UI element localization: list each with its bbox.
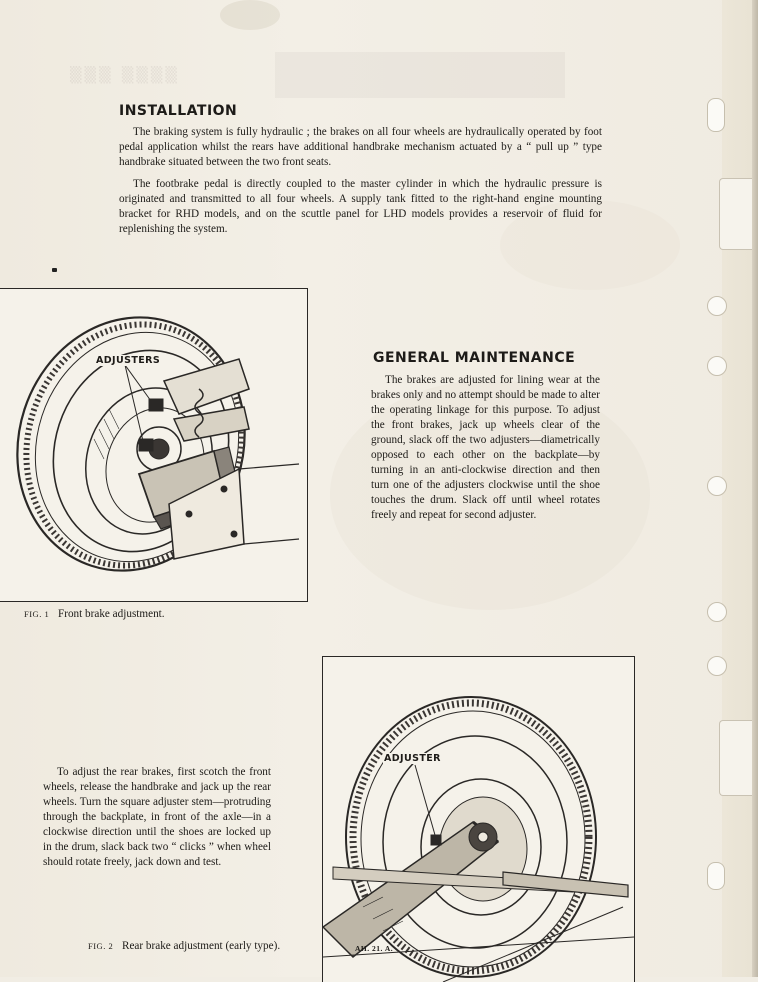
- figure-2-reference-number: AH. 21. A.: [355, 944, 394, 953]
- binder-hole: [707, 476, 727, 496]
- figure-2-number: FIG. 2: [88, 941, 114, 951]
- binder-edge-shadow: [752, 0, 758, 977]
- binder-hole: [707, 98, 725, 132]
- figure-2-callout-label: ADJUSTER: [384, 753, 441, 764]
- binder-hole: [707, 296, 727, 316]
- rear-brake-paragraph: To adjust the rear brakes, first scotch the front wheels, release the handbrake and jack up the rear wheels. Turn the square adjuster stem—protruding through the backplate, in front of the axle—in a clockwise direction until the shoes are locked up in the drum, slack back two “ clicks ” when wheel should rotate freely, jack down and test.: [43, 766, 271, 868]
- installation-paragraph-1: The braking system is fully hydraulic ; the brakes on all four wheels are hydraulically operated by foot pedal application whilst the rears have additional handbrake mechanism actuated by a “ pull up ” type handbrake situated between the two front seats.: [119, 126, 602, 168]
- figure-2-frame: [322, 656, 635, 982]
- rear-brake-illustration: [323, 657, 634, 982]
- binder-hole: [707, 656, 727, 676]
- figure-1-callout-label: ADJUSTERS: [96, 355, 161, 366]
- installation-heading: INSTALLATION: [119, 103, 238, 119]
- figure-2-caption: [88, 940, 280, 952]
- ink-mark: [52, 268, 57, 272]
- figure-1-caption-text: Front brake adjustment.: [58, 608, 165, 620]
- figure-2-caption-text: Rear brake adjustment (early type).: [122, 940, 281, 952]
- general-maintenance-paragraph: The brakes are adjusted for lining wear at the brakes only and no attempt should be made to alter the operating linkage for this purpose. To adjust the front brakes, jack up wheels clear of the ground, slack off the two adjusters—diametrically opposed to each other on the backplate—by turning in an anti-clockwise direction and then turn one of the adjusters clockwise until the shoe touches the drum. Slack off until wheel rotates freely and repeat for second adjuster.: [371, 374, 600, 521]
- show-through-text: ▒▒▒ ▒▒▒▒: [70, 66, 180, 84]
- binder-hole: [707, 862, 725, 890]
- figure-1-number: FIG. 1: [24, 609, 50, 619]
- show-through-text: [275, 52, 565, 98]
- figure-1-frame: [0, 288, 308, 602]
- front-brake-illustration: [0, 289, 307, 601]
- paper-stain: [220, 0, 280, 30]
- installation-paragraph-2: The footbrake pedal is directly coupled to the master cylinder in which the hydraulic pressure is originated and transmitted to all four wheels. A supply tank fitted to the right-hand engine mounting bracket for RHD models, and on the scuttle panel for LHD models provides a reservoir of fluid for replenishing the system.: [119, 178, 602, 235]
- binder-hole: [707, 602, 727, 622]
- general-maintenance-heading: GENERAL MAINTENANCE: [373, 350, 576, 366]
- figure-1-caption: [24, 608, 165, 620]
- binder-hole: [707, 356, 727, 376]
